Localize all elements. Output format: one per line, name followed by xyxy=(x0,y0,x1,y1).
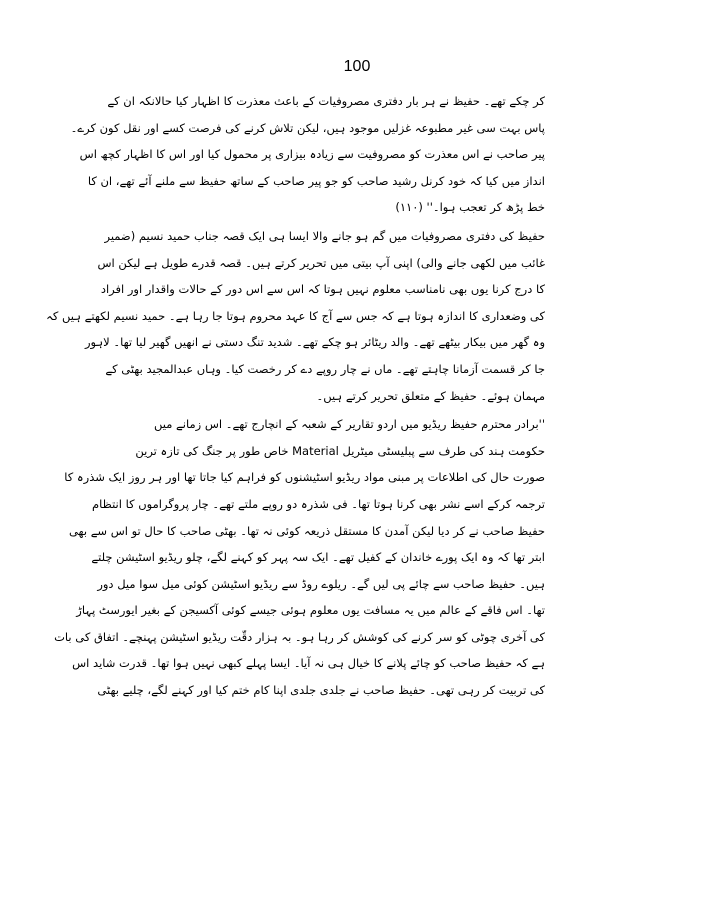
text-line: خط پڑھ کر تعجب ہوا۔'' (۱۱۰) xyxy=(395,200,545,215)
body-text xyxy=(46,88,545,704)
text-line: ترجمہ کرکے اسے نشر بھی کرنا ہوتا تھا۔ فی شذرہ دو روپے ملتے تھے۔ چار پروگراموں کا انتظام xyxy=(92,496,545,511)
text-line: مہمان ہوئے۔ حفیظ کے متعلق تحریر کرتے ہیں۔ xyxy=(316,388,545,403)
text-line: حکومت ہند کی طرف سے پبلیسٹی میٹریل Material خاص طور پر جنگ کی تازہ ترین xyxy=(135,443,545,458)
text-line: وہ گھر میں بیکار بیٹھے تھے۔ والد ریٹائر ہو چکے تھے۔ شدید تنگ دستی نے انھیں گھیر لیا تھا۔ لاہور xyxy=(84,335,545,350)
text-line: کا درج کرنا یوں بھی نامناسب معلوم نہیں ہوتا کہ اس سے اس دور کے حالات واقدار اور افراد xyxy=(100,282,545,297)
text-line: ہے کہ حفیظ صاحب کو چائے پلانے کا خیال ہی نہ آیا۔ ایسا پہلے کبھی نہیں ہوا تھا۔ قدرت شاید اس xyxy=(72,656,545,671)
text-line: کی تربیت کر رہی تھی۔ حفیظ صاحب نے جلدی جلدی اپنا کام ختم کیا اور کہنے لگے، چلیے بھٹی xyxy=(97,683,545,698)
text-line: کر چکے تھے۔ حفیظ نے ہر بار دفتری مصروفیات کے باعث معذرت کا اظہار کیا حالانکہ ان کے xyxy=(107,94,545,108)
paragraph-1 xyxy=(70,88,545,221)
text-line: حفیظ کی دفتری مصروفیات میں گم ہو جانے والا ایسا ہی ایک قصہ جناب حمید نسیم (ضمیر xyxy=(104,228,545,243)
text-line: پاس بہت سی غیر مطبوعہ غزلیں موجود ہیں، لیکن تلاش کرنے کی فرصت کسے اور نقل کون کرے۔ xyxy=(70,120,545,135)
text-line: ''برادر محترم حفیظ ریڈیو میں اردو تقاریر کے شعبہ کے انچارج تھے۔ اس زمانے میں xyxy=(154,417,545,432)
text-line: صورت حال کی اطلاعات پر مبنی مواد ریڈیو اسٹیشنوں کو فراہم کیا جاتا تھا اور ہر روز ایک شذرہ کا xyxy=(64,470,545,485)
text-line: ابتر تھا کہ وہ ایک پورے خاندان کے کفیل تھے۔ ایک سہ پہر کو کہنے لگے، چلو ریڈیو اسٹیشن چلتے xyxy=(91,550,545,565)
text-line: غائب میں لکھی جانے والی) اپنی آپ بیتی میں تحریر کرتے ہیں۔ قصہ قدرے طویل ہے لیکن اس xyxy=(97,255,545,270)
paragraph-3-quote xyxy=(54,411,545,704)
text-line: کی آخری چوٹی کو سر کرنے کی کوشش کر رہا ہو۔ بہ ہزار دقّت ریڈیو اسٹیشن پہنچے۔ اتفاق کی بات xyxy=(54,629,545,644)
paragraph-2 xyxy=(46,223,545,409)
text-line: پیر صاحب نے اس معذرت کو مصروفیت سے زیادہ بیزاری پر محمول کیا اور اس کا اظہار کچھ اس xyxy=(79,147,545,162)
text-line: جا کر قسمت آزمانا چاہتے تھے۔ ماں نے چار روپے دے کر رخصت کیا۔ وہاں عبدالمجید بھٹی کے xyxy=(105,361,545,376)
text-line: حفیظ صاحب نے کر دیا لیکن آمدن کا مستقل ذریعہ کوئی نہ تھا۔ بھٹی صاحب کا حال تو اس سے بھی xyxy=(68,523,545,538)
text-line: ہیں۔ حفیظ صاحب سے چائے پی لیں گے۔ ریلوے روڈ سے ریڈیو اسٹیشن کوئی میل سوا میل دور xyxy=(97,576,545,591)
text-line: انداز میں کیا کہ خود کرنل رشید صاحب کو جو پیر صاحب کے ساتھ حفیظ سے ملنے آئے تھے، ان کا xyxy=(87,173,545,188)
text-line: تھا۔ اس فاقے کے عالم میں یہ مسافت یوں معلوم ہوئی جیسے کوئی آکسیجن کے بغیر ایورسٹ پہاڑ xyxy=(76,603,545,618)
page-number: 100 xyxy=(343,58,371,75)
text-line: کی وضعداری کا اندازہ ہوتا ہے کہ جس سے آج کا عہد محروم ہوتا جا رہا ہے۔ حمید نسیم لکھتے ہیں کہ xyxy=(46,308,545,323)
